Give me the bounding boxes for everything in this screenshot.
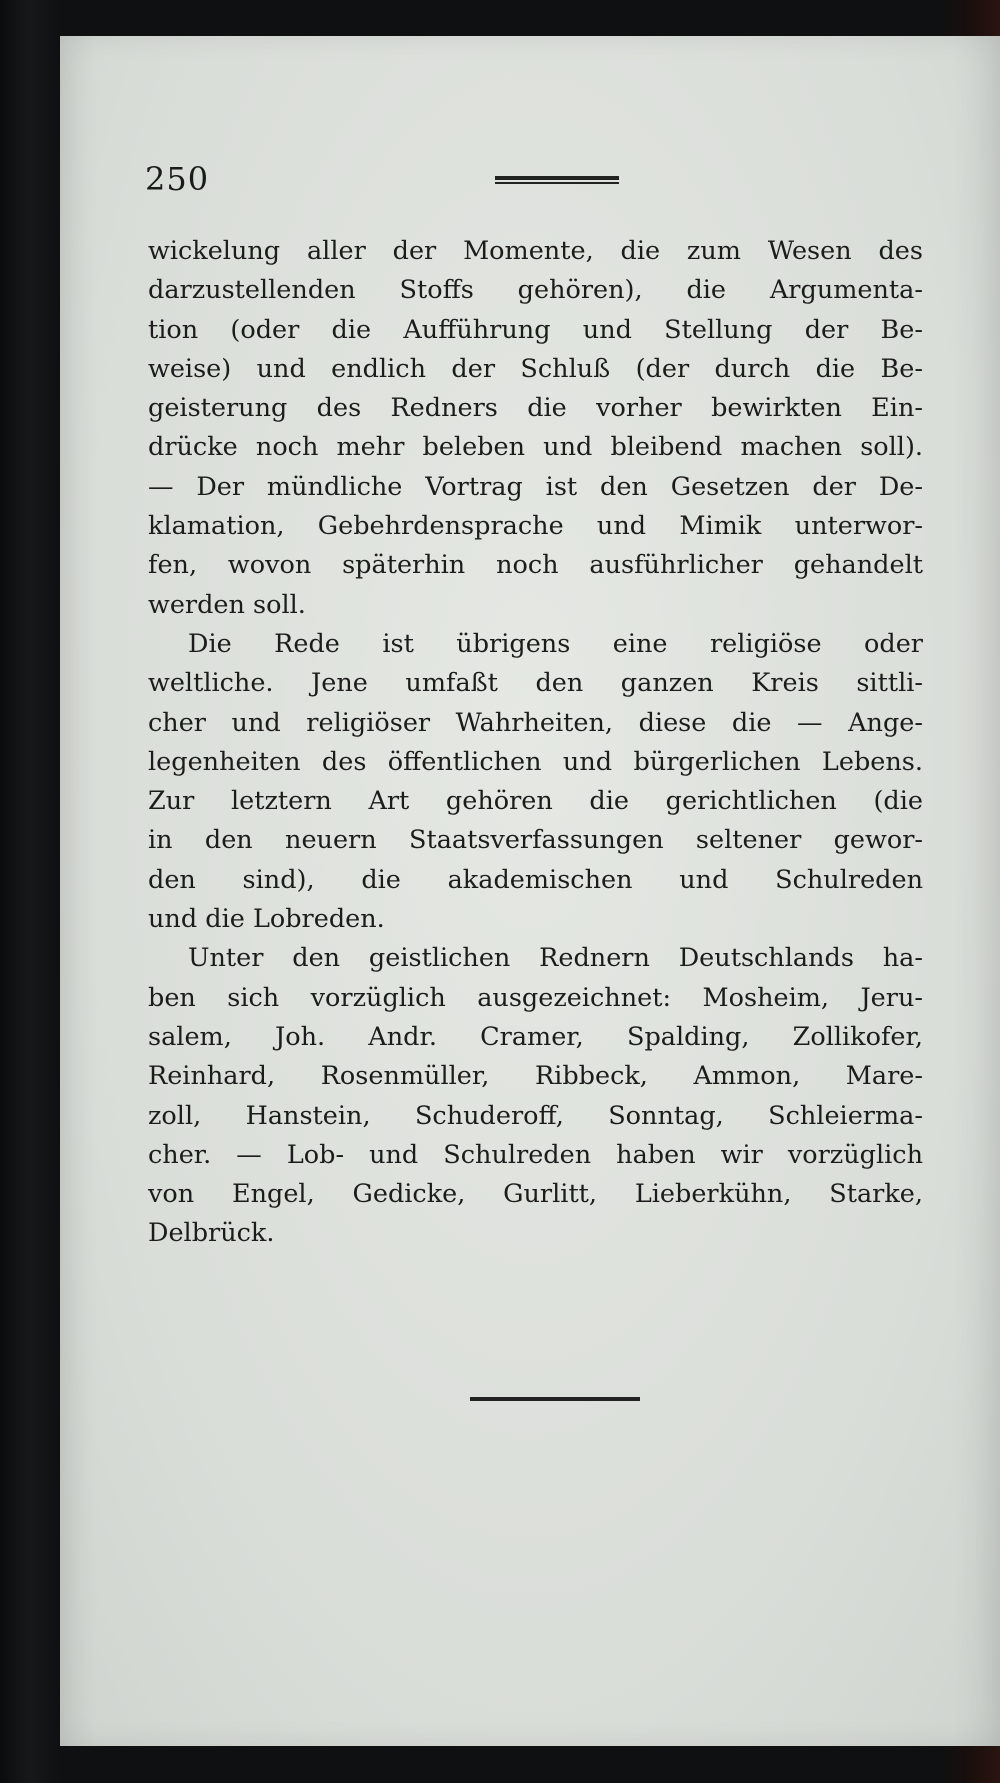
text-line: zoll, Hanstein, Schuderoff, Sonntag, Schleierma- (148, 1100, 923, 1131)
text-line: Unter den geistlichen Rednern Deutschlands ha- (188, 943, 923, 974)
header-ornament-rule (495, 176, 619, 185)
text-line: tion (oder die Aufführung und Stellung der Be- (148, 314, 923, 345)
page-number: 250 (145, 160, 210, 198)
text-line: cher. — Lob- und Schulreden haben wir vorzüglich (148, 1139, 923, 1170)
text-line: Die Rede ist übrigens eine religiöse oder (188, 628, 923, 659)
text-line: und die Lobreden. (148, 904, 385, 935)
page-header (145, 160, 935, 210)
text-line: salem, Joh. Andr. Cramer, Spalding, Zollikofer, (148, 1021, 923, 1052)
text-line: in den neuern Staatsverfassungen seltener gewor- (148, 825, 923, 856)
text-line: von Engel, Gedicke, Gurlitt, Lieberkühn, Starke, (148, 1179, 923, 1210)
text-line: geisterung des Redners die vorher bewirkten Ein- (148, 393, 923, 424)
text-line: fen, wovon späterhin noch ausführlicher gehandelt (148, 550, 923, 581)
text-line: darzustellenden Stoffs gehören), die Argumenta- (148, 275, 923, 306)
text-line: wickelung aller der Momente, die zum Wesen des (148, 236, 923, 266)
text-line: drücke noch mehr beleben und bleibend machen soll). (148, 432, 923, 463)
text-line: — Der mündliche Vortrag ist den Gesetzen der De- (148, 471, 923, 502)
text-line: den sind), die akademischen und Schulreden (148, 864, 923, 895)
text-line: werden soll. (148, 589, 306, 620)
text-line: cher und religiöser Wahrheiten, diese die — Ange- (148, 707, 923, 738)
text-line: legenheiten des öffentlichen und bürgerlichen Lebens. (148, 746, 923, 777)
text-line: weise) und endlich der Schluß (der durch die Be- (148, 353, 923, 384)
text-line: Delbrück. (148, 1218, 275, 1249)
text-line: Zur letztern Art gehören die gerichtlichen (die (148, 786, 923, 817)
closing-rule (470, 1397, 640, 1401)
text-line: weltliche. Jene umfaßt den ganzen Kreis sittli- (148, 668, 923, 699)
text-line: klamation, Gebehrdensprache und Mimik unterwor- (148, 511, 923, 542)
text-line: ben sich vorzüglich ausgezeichnet: Mosheim, Jeru- (148, 982, 923, 1013)
body-text (148, 232, 923, 1254)
text-line: Reinhard, Rosenmüller, Ribbeck, Ammon, Mare- (148, 1061, 923, 1092)
